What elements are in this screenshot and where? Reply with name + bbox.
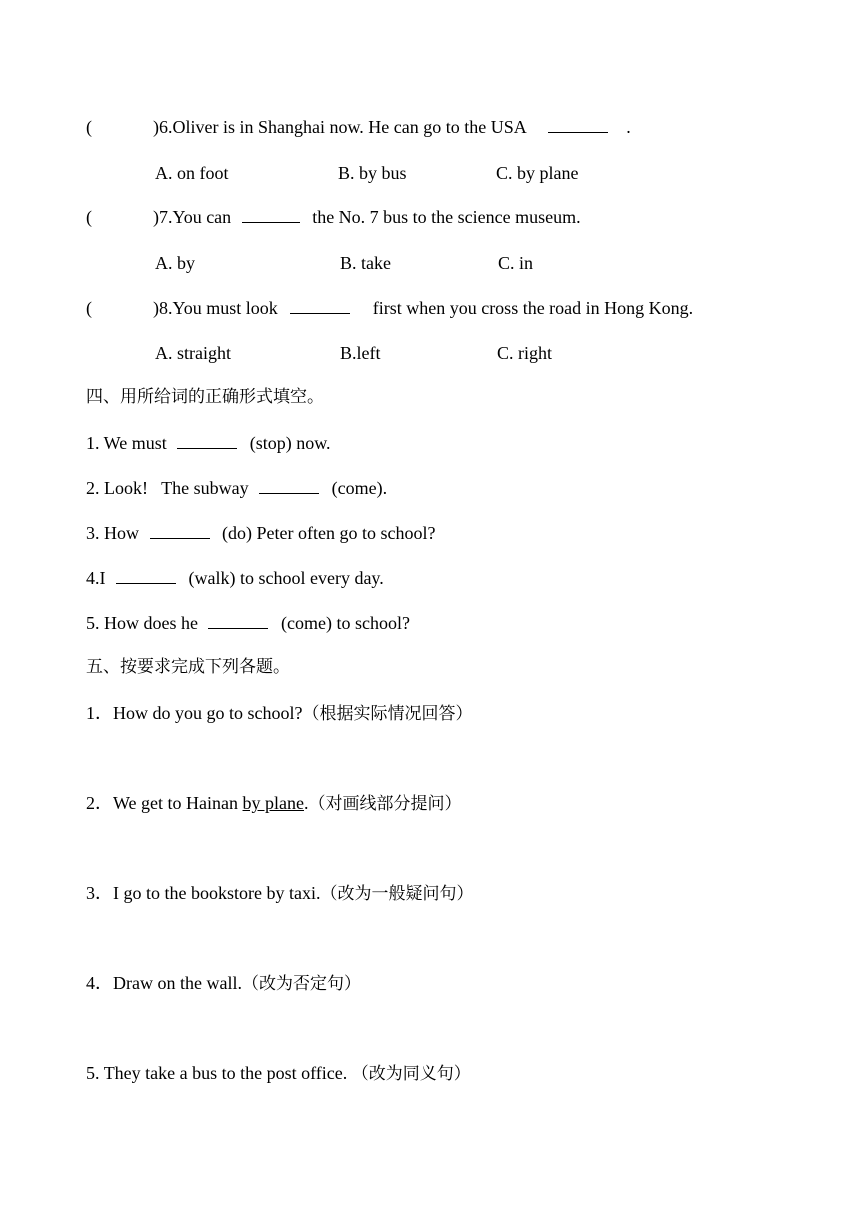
question-stem: [153, 118, 631, 136]
answer-blank: [548, 131, 608, 133]
fill-item-4: [86, 569, 384, 587]
answer-paren-open: (: [86, 298, 92, 318]
option-b: B. by bus: [338, 163, 407, 183]
question-text-post: .: [626, 117, 631, 137]
task-text: Draw on the wall.: [113, 973, 242, 993]
answer-blank: [177, 447, 237, 449]
question-stem: [153, 299, 693, 317]
fill-item-pre: 3. How: [86, 523, 139, 543]
fill-item-pre: 1. We must: [86, 433, 167, 453]
task-number: 4．: [86, 973, 113, 993]
question-text-pre: You must look: [172, 298, 278, 318]
option-a: A. on foot: [155, 163, 229, 183]
fill-item-post: (walk) to school every day.: [188, 568, 384, 588]
question-text-pre: You can: [172, 207, 232, 227]
task-text: We get to Hainan: [113, 793, 243, 813]
answer-paren-open: (: [86, 117, 92, 137]
task-item-1: [86, 704, 472, 723]
task-instruction: （对画线部分提问）: [308, 794, 462, 814]
task-number: 3．: [86, 883, 113, 903]
task-item-3: [86, 884, 473, 903]
answer-blank: [208, 627, 268, 629]
task-text: How do you go to school?: [113, 703, 303, 723]
task-underlined-text: by plane: [242, 793, 304, 813]
section-4-title: 四、用所给词的正确形式填空。: [86, 387, 324, 407]
task-instruction: （根据实际情况回答）: [302, 704, 473, 724]
answer-blank: [150, 537, 210, 539]
option-a: A. straight: [155, 343, 231, 363]
option-b: B. take: [340, 253, 391, 273]
fill-item-post: (do) Peter often go to school?: [222, 523, 436, 543]
task-item-5: [86, 1064, 471, 1083]
fill-item-pre: 2. Look! The subway: [86, 478, 249, 498]
task-item-2: [86, 794, 462, 813]
question-number: )6.: [153, 117, 173, 137]
fill-item-post: (come) to school?: [280, 613, 410, 633]
task-text-post: .: [304, 793, 309, 813]
question-stem: [153, 208, 581, 226]
answer-blank: [116, 582, 176, 584]
task-instruction: （改为同义句）: [351, 1064, 471, 1084]
task-number: 5.: [86, 1063, 104, 1083]
option-a: A. by: [155, 253, 195, 273]
task-instruction: （改为否定句）: [241, 974, 361, 994]
task-number: 1．: [86, 703, 113, 723]
fill-item-3: [86, 524, 435, 542]
fill-item-pre: 5. How does he: [86, 613, 198, 633]
section-5-title: 五、按要求完成下列各题。: [86, 657, 290, 677]
question-number: )8.: [153, 298, 173, 318]
task-number: 2．: [86, 793, 113, 813]
answer-paren-open: (: [86, 207, 92, 227]
task-text: I go to the bookstore by taxi.: [113, 883, 321, 903]
question-text-pre: Oliver is in Shanghai now. He can go to the USA: [172, 117, 526, 137]
fill-item-5: [86, 614, 410, 632]
fill-item-1: [86, 434, 331, 452]
fill-item-2: [86, 479, 387, 497]
answer-blank: [242, 221, 300, 223]
fill-item-post: (stop) now.: [249, 433, 331, 453]
fill-item-post: (come).: [331, 478, 388, 498]
option-c: C. in: [498, 253, 534, 273]
option-c: C. by plane: [496, 163, 579, 183]
option-b: B.left: [340, 343, 381, 363]
question-text-post: first when you cross the road in Hong Kong.: [372, 298, 694, 318]
question-number: )7.: [153, 207, 173, 227]
question-text-post: the No. 7 bus to the science museum.: [312, 207, 581, 227]
option-c: C. right: [497, 343, 553, 363]
task-instruction: （改为一般疑问句）: [320, 884, 474, 904]
answer-blank: [259, 492, 319, 494]
task-item-4: [86, 974, 361, 993]
answer-blank: [290, 312, 350, 314]
fill-item-pre: 4.I: [86, 568, 106, 588]
task-text: They take a bus to the post office.: [103, 1063, 352, 1083]
